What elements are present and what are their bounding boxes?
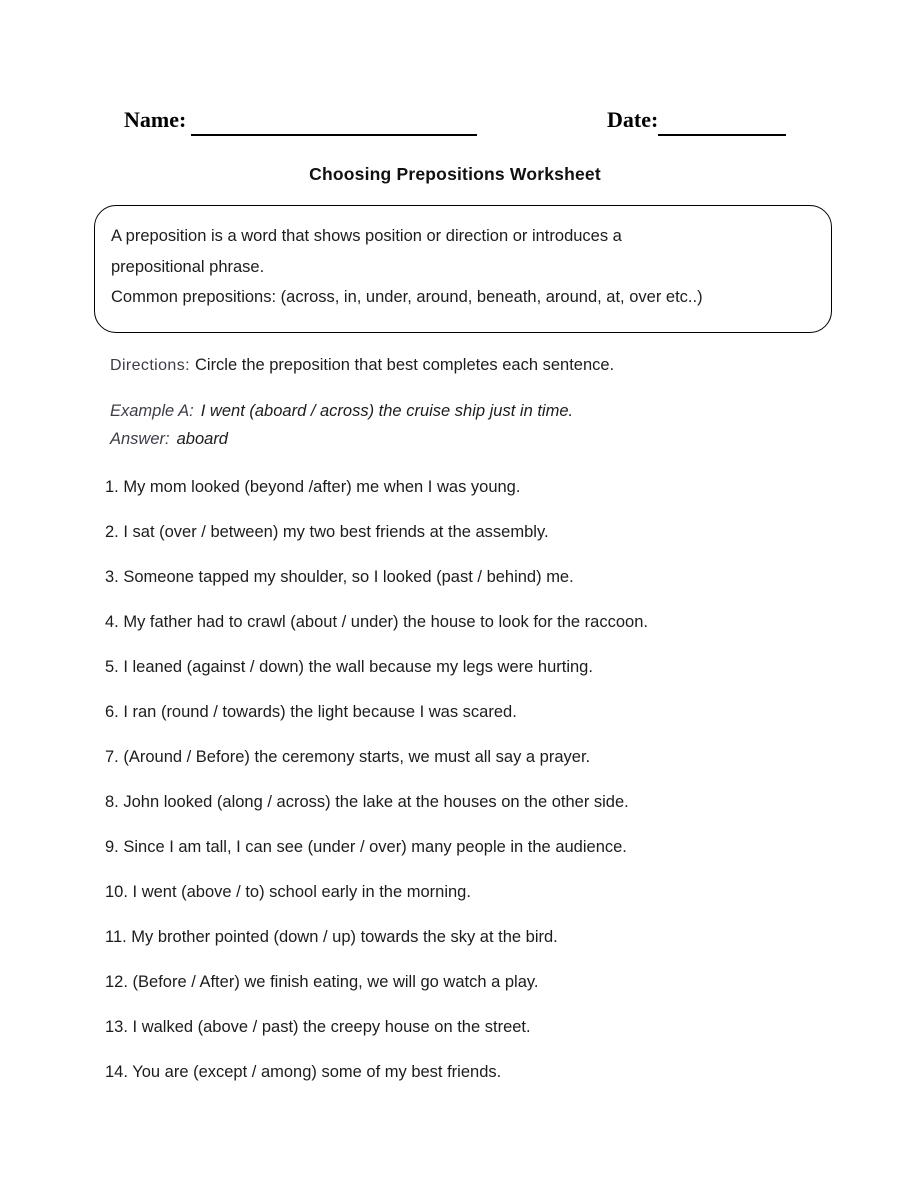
definition-line-2: prepositional phrase. [111, 257, 265, 276]
answer-label: Answer: [110, 430, 170, 448]
directions-text: Circle the preposition that best completes each sentence. [194, 356, 615, 374]
date-label: Date: [607, 107, 659, 132]
example-row [110, 402, 573, 421]
page-title: Choosing Prepositions Worksheet [309, 164, 601, 184]
example-sentence: I went (aboard / across) the cruise ship just in time. [200, 402, 574, 420]
answer-value: aboard [176, 430, 228, 448]
question-item: 8. John looked (along / across) the lake at the houses on the other side. [105, 793, 629, 811]
question-item: 7. (Around / Before) the ceremony starts, we must all say a prayer. [105, 748, 591, 766]
question-item: 4. My father had to crawl (about / under) the house to look for the raccoon. [105, 613, 648, 631]
directions-row [110, 356, 614, 375]
definition-line-3: Common prepositions: (across, in, under, around, beneath, around, at, over etc..) [111, 288, 703, 306]
name-label: Name: [124, 107, 187, 132]
question-item: 9. Since I am tall, I can see (under / over) many people in the audience. [105, 838, 627, 856]
question-item: 3. Someone tapped my shoulder, so I looked (past / behind) me. [105, 568, 574, 586]
directions-label: Directions: [110, 357, 190, 374]
name-blank-line [191, 134, 477, 136]
answer-row [110, 430, 228, 449]
question-item: 6. I ran (round / towards) the light because I was scared. [105, 703, 517, 721]
question-item: 5. I leaned (against / down) the wall because my legs were hurting. [105, 658, 593, 676]
definition-line-1: A preposition is a word that shows position or direction or introduces a [111, 227, 622, 245]
question-item: 1. My mom looked (beyond /after) me when I was young. [105, 478, 521, 496]
example-label: Example A: [110, 402, 194, 420]
definition-box [94, 205, 832, 333]
question-item: 11. My brother pointed (down / up) towards the sky at the bird. [105, 928, 558, 946]
question-item: 10. I went (above / to) school early in the morning. [105, 883, 471, 901]
question-item: 2. I sat (over / between) my two best friends at the assembly. [105, 523, 549, 541]
question-item: 14. You are (except / among) some of my best friends. [105, 1063, 502, 1081]
question-item: 12. (Before / After) we finish eating, we will go watch a play. [105, 973, 539, 991]
question-item: 13. I walked (above / past) the creepy house on the street. [105, 1018, 531, 1036]
questions-list [105, 477, 865, 1107]
date-blank-line [658, 134, 786, 136]
